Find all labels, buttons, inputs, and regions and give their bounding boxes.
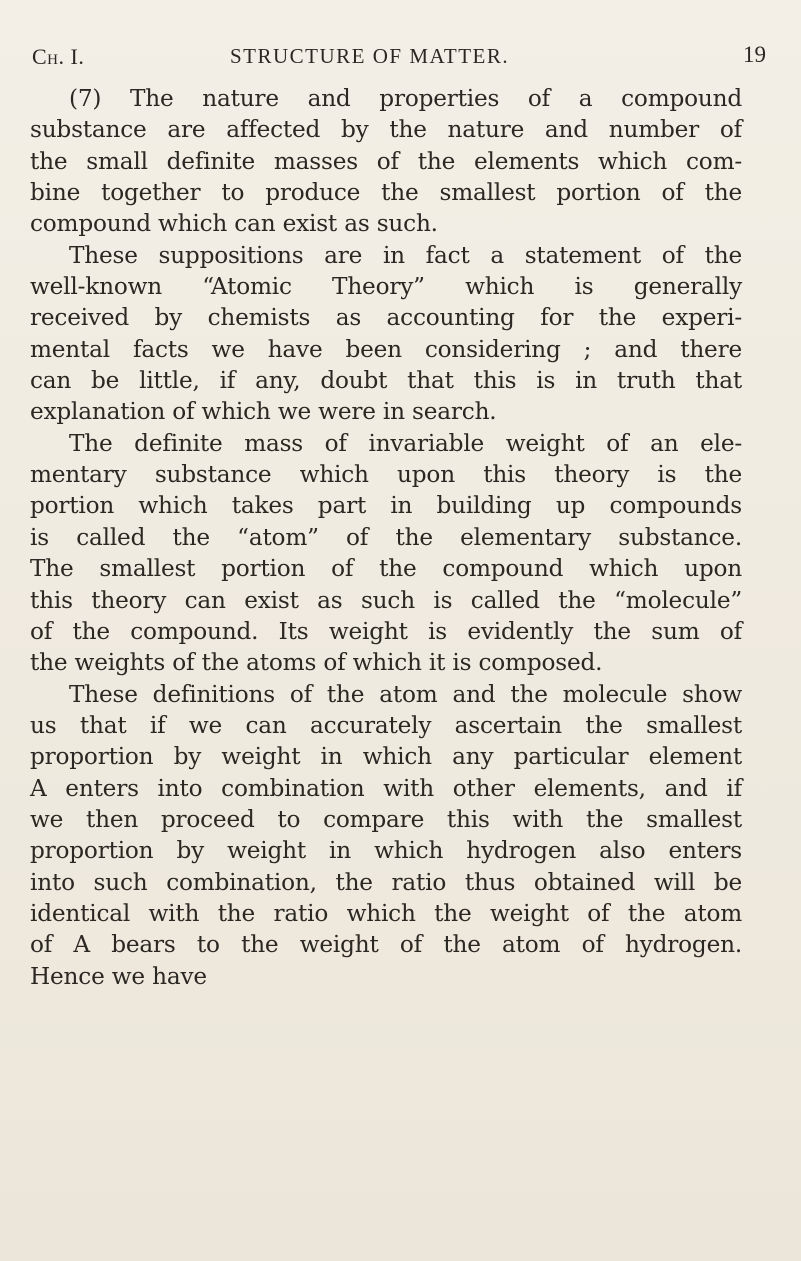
text-line: mentary substance which upon this theory is the	[30, 461, 742, 489]
text-line: These suppositions are in fact a statement of the	[69, 241, 742, 269]
text-line: The definite mass of invariable weight of an ele-	[69, 429, 742, 457]
running-title: STRUCTURE OF MATTER.	[230, 44, 510, 68]
running-head	[32, 44, 770, 74]
text-line: this theory can exist as such is called the “molecule”	[30, 586, 742, 614]
text-line: the small definite masses of the elements which com-	[30, 147, 742, 175]
text-line: proportion by weight in which hydrogen also enters	[30, 837, 742, 865]
text-line: A enters into combination with other elements, and if	[30, 774, 742, 802]
text-line: identical with the ratio which the weight of the atom	[30, 899, 742, 927]
text-line: substance are affected by the nature and number of	[30, 116, 742, 144]
body-text	[30, 83, 742, 992]
text-line: compound which can exist as such.	[30, 210, 438, 238]
text-line: explanation of which we were in search.	[30, 398, 497, 426]
text-line: of the compound. Its weight is evidently the sum of	[30, 617, 742, 645]
text-line: Hence we have	[30, 962, 207, 990]
text-line: (7) The nature and properties of a compound	[69, 85, 742, 112]
text-line: can be little, if any, doubt that this is in truth that	[30, 367, 742, 395]
page-number: 19	[743, 42, 766, 67]
text-line: mental facts we have been considering ; and there	[30, 335, 742, 363]
text-line: bine together to produce the smallest portion of the	[30, 179, 742, 207]
text-line: received by chemists as accounting for the experi-	[30, 304, 742, 332]
text-line: proportion by weight in which any particular element	[30, 743, 742, 771]
text-line: we then proceed to compare this with the smallest	[30, 805, 742, 833]
chapter-label: Ch. I.	[32, 44, 85, 69]
text-line: These definitions of the atom and the molecule show	[69, 680, 742, 708]
text-line: well-known “Atomic Theory” which is generally	[30, 273, 742, 301]
text-line: The smallest portion of the compound which upon	[30, 555, 742, 583]
text-line: into such combination, the ratio thus obtained will be	[30, 868, 742, 896]
text-line: portion which takes part in building up compounds	[30, 492, 742, 520]
text-line: the weights of the atoms of which it is composed.	[30, 649, 603, 677]
text-line: us that if we can accurately ascertain the smallest	[30, 711, 742, 739]
text-line: is called the “atom” of the elementary substance.	[30, 523, 742, 551]
text-line: of A bears to the weight of the atom of hydrogen.	[30, 931, 742, 959]
